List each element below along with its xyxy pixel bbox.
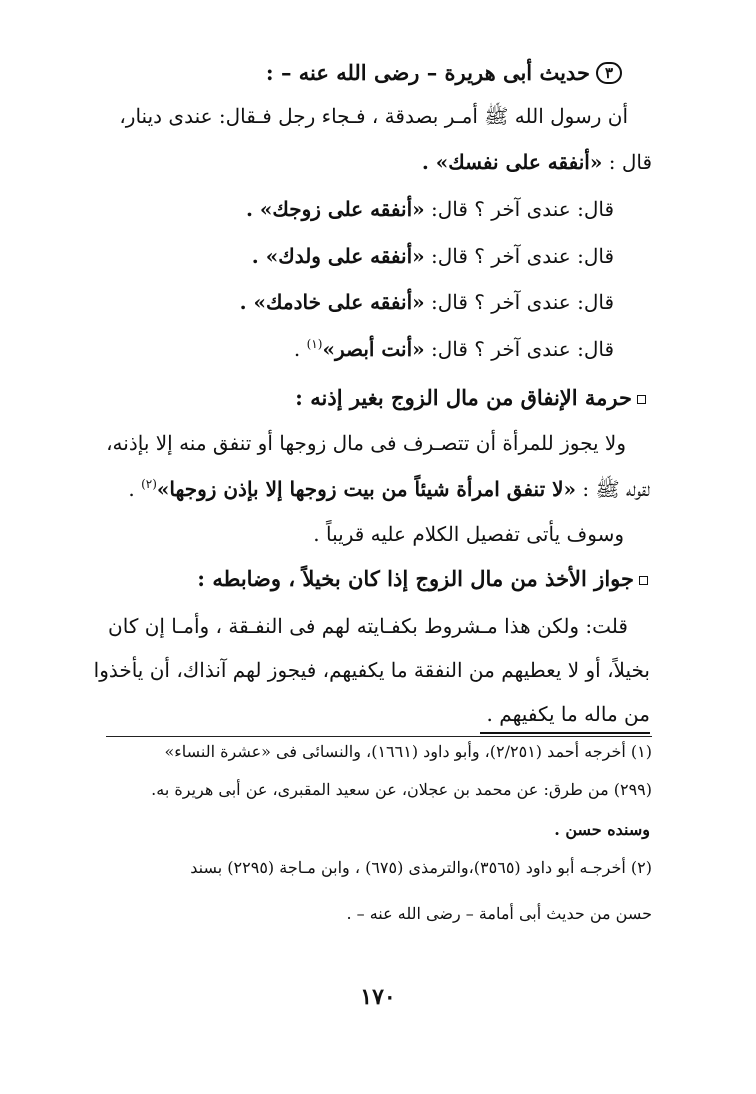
section-3-line-1: أن رسول الله ﷺ أمـر بصدقة ، فـجاء رجل فـقال: عندى دينار، xyxy=(119,104,628,128)
footnote-ref-2: (٢) xyxy=(141,477,157,491)
permission-line-2: بخيلاً، أو لا يعطيهم من النفقة ما يكفيهم، فيجوز لهم آنذاك، أن يأخذوا xyxy=(93,658,650,682)
text-underline xyxy=(480,732,650,734)
footnote-separator xyxy=(106,736,652,737)
footnote-ref-1: (١) xyxy=(306,337,323,351)
section-3-heading xyxy=(266,60,622,85)
permission-line-1: قلت: ولكن هذا مـشروط بكفـايته لهم فى النفـقة ، وأمـا إن كان xyxy=(108,614,628,638)
permission-heading: جواز الأخذ من مال الزوج إذا كان بخيلاً ، وضابطه : xyxy=(197,566,648,591)
section-number-badge: ٣ xyxy=(596,62,622,84)
section-3-line-2: قال : «أنفقه على نفسك» . xyxy=(421,150,652,174)
prohibition-line-3: وسوف يأتى تفصيل الكلام عليه قريباً . xyxy=(313,522,624,546)
footnote-1-line-1: (١) أخرجه أحمد (٢/٢٥١)، وأبو داود (١٦٦١)، والنسائى فى «عشرة النساء» xyxy=(164,742,652,761)
footnote-2-line-2: حسن من حديث أبى أمامة – رضى الله عنه – . xyxy=(346,904,652,923)
page-number: ١٧٠ xyxy=(360,984,396,1010)
footnote-1-line-3: وسنده حسن . xyxy=(554,820,650,839)
prohibition-heading: حرمة الإنفاق من مال الزوج بغير إذنه : xyxy=(295,385,646,410)
bullet-square-icon xyxy=(639,576,648,585)
section-3-title: حديث أبى هريرة – رضى الله عنه – : xyxy=(265,60,590,85)
dialog-line-3: قال: عندى آخر ؟ قال: «أنفقه على خادمك» . xyxy=(239,290,614,314)
footnote-2-line-1: (٢) أخرجـه أبو داود (٣٥٦٥)،والترمذى (٦٧٥) ، وابن مـاجة (٢٢٩٥) بسند xyxy=(190,858,652,877)
prohibition-line-1: ولا يجوز للمرأة أن تتصـرف فى مال زوجها أو تنفق منه إلا بإذنه، xyxy=(106,431,626,455)
bullet-square-icon xyxy=(637,395,646,404)
dialog-line-1: قال: عندى آخر ؟ قال: «أنفقه على زوجك» . xyxy=(245,197,614,221)
prohibition-line-2: لقوله ﷺ : «لا تنفق امرأة شيئاً من بيت زوجها إلا بإذن زوجها»$^{(٢)}$ . xyxy=(128,477,650,501)
dialog-line-2: قال: عندى آخر ؟ قال: «أنفقه على ولدك» . xyxy=(251,244,614,268)
permission-line-3: من ماله ما يكفيهم . xyxy=(486,702,650,726)
dialog-line-4: قال: عندى آخر ؟ قال: «أنت أبصر»$^{(١)}$ . xyxy=(293,337,614,361)
footnote-1-line-2: (٢٩٩) من طرق: عن محمد بن عجلان، عن سعيد المقبرى، عن أبى هريرة به. xyxy=(151,780,652,799)
